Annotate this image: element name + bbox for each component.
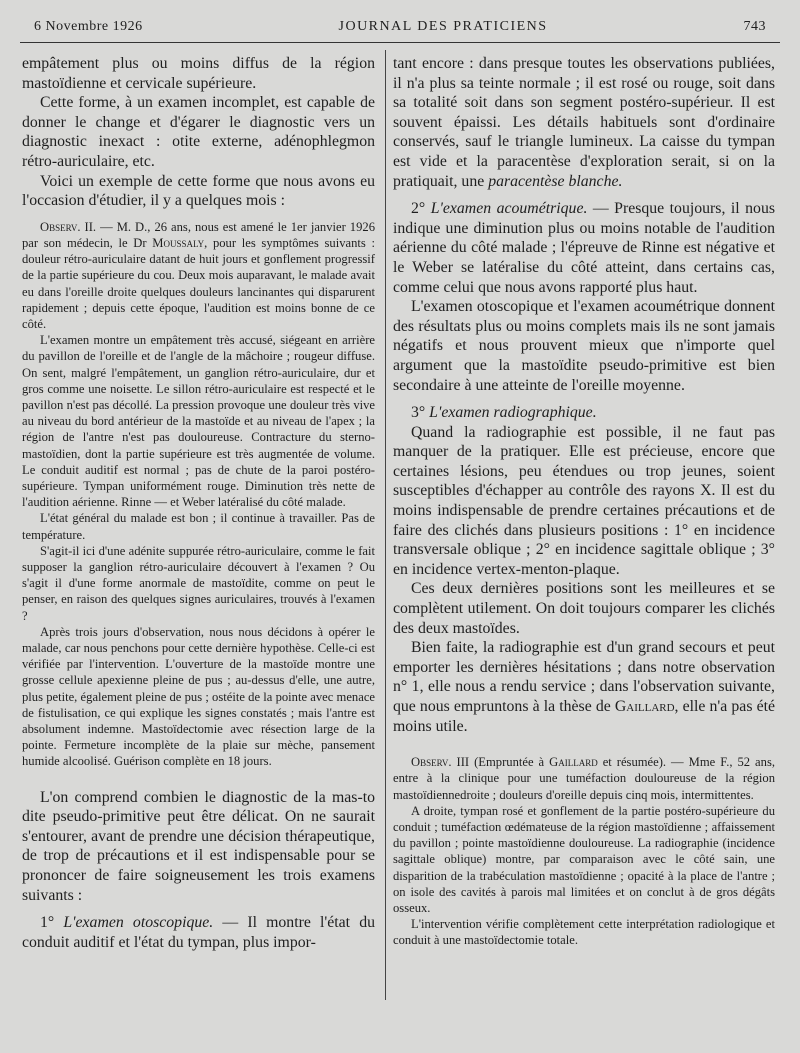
- observation-3: [393, 754, 775, 803]
- observation-text: — M. D., 26 ans, nous est amené le 1er janvier 1926 par son médecin, le Dr: [22, 219, 375, 250]
- header-date: 6 Novembre 1926: [34, 19, 143, 34]
- page-number: 743: [743, 19, 766, 34]
- paragraph: Voici un exemple de cette forme que nous avons eu l'occasion d'étudier, il y a quelques mois :: [22, 172, 375, 210]
- paragraph-text: tant encore : dans presque toutes les observations publiées, il n'a plus sa teinte normale ; il est rosé ou rouge, soit dans sa totalité soit dans son segment postéro-supérieur. Il est souvent épaissi. Les détails habituels sont d'ordinaire conservés, sauf le triangle lumineux. La caisse du tympan est vide et la paracentèse d'exploration serait, si on la pratiquait, une: [393, 55, 775, 190]
- section-number: 1°: [40, 914, 64, 932]
- spacer: [393, 736, 775, 754]
- paragraph-text: , elle n'a pas été moins utile.: [393, 698, 775, 735]
- author-name: Gaillard: [549, 755, 598, 770]
- section-number: 2°: [411, 200, 431, 218]
- paragraph: [393, 638, 775, 736]
- observation-2: [22, 219, 375, 332]
- observation-label: Observ. III: [411, 755, 470, 770]
- observation-paragraph: L'examen montre un empâtement très accusé, siégeant en arrière du pavillon de l'oreille et de l'angle de la mâchoire ; rougeur diffuse. On sent, malgré l'empâtement, un ganglion rétro-auriculaire, dur et gros comme une noisette. Le sillon rétro-auriculaire est respecté et le pavillon n'est pas décollé. La pression provoque une douleur très vive au niveau du bord antérieur de la mastoïde et au niveau de l'apex ; la région de l'antre n'est pas douloureuse. Contracture du sterno-mastoïdien, dont la partie supérieure est très augmentée de volume. Le conduit auditif est normal ; pas de chute de la paroi postéro-supérieure. Tympan uniformément rouge. Diminution très nette de l'audition aérienne. Rinne — et Weber latéralisé du côté malade.: [22, 333, 375, 510]
- observation-paragraph: S'agit-il ici d'une adénite suppurée rétro-auriculaire, comme le fait supposer la ganglion rétro-auriculaire découvert à l'examen ? Ou s'agit il d'une forme anormale de mastoïdite, comme on peut le penser, en raison des quelques signes auriculaires, trouvés à l'examen ?: [22, 543, 375, 623]
- spacer: [393, 191, 775, 199]
- doctor-name: Moussaly: [152, 235, 205, 250]
- observation-paragraph: Après trois jours d'observation, nous nous décidons à opérer le malade, car nous penchons pour cette dernière hypothèse. Celle-ci est vérifiée par l'intervention. L'ouverture de la mastoïde montre une grosse cellule apexienne pleine de pus ; au-dessus d'elle, une autre, plus petite, également pleine de pus ; ostéite de la pointe avec menace de fistulisation, ce qui explique les signes constatés ; mais l'antre est absolument indemne. Mastoïdectomie avec résection large de la pointe. Fermeture incomplète de la plaie sur mèche, pansement humide alcoolisé. Guérison complète en 18 jours.: [22, 624, 375, 769]
- column-divider: [385, 50, 386, 1000]
- observation-paragraph: L'état général du malade est bon ; il continue à travailler. Pas de température.: [22, 511, 375, 542]
- section-number: 3°: [411, 404, 430, 422]
- section-otoscopic: [22, 913, 375, 952]
- observation-label: Observ. II.: [40, 219, 97, 234]
- observation-text: (Empruntée à: [469, 755, 550, 770]
- header-rule: [20, 42, 780, 43]
- section-title: L'examen radiographique.: [429, 404, 597, 422]
- observation-paragraph: L'intervention vérifie complètement cette interprétation radiologique et conduit à une mastoïdectomie totale.: [393, 917, 775, 948]
- journal-title: JOURNAL DES PRATICIENS: [338, 19, 548, 34]
- section-title: L'examen otoscopique.: [63, 914, 214, 932]
- paragraph-text: Bien faite, la radiographie est d'un grand secours et peut emporter les dernières hésitations ; dans notre observation n° 1, elle nous a rendu service ; dans l'observation suivante, que nous empruntons à la thèse de: [393, 639, 775, 715]
- section-title: L'examen acoumétrique.: [430, 200, 588, 218]
- spacer: [393, 395, 775, 403]
- section-acoumetric: [393, 199, 775, 297]
- running-header: [34, 16, 766, 38]
- paragraph: Ces deux dernières positions sont les meilleures et se complètent utilement. On doit toujours comparer les clichés des deux mastoïdes.: [393, 580, 775, 637]
- section-text: — Presque toujours, il nous indique une diminution plus ou moins notable de l'audition aérienne du côté malade ; l'épreuve de Rinne est négative et le Weber se latéralise du côté atteint, dans certains cas, comme celui que nous avons rapporté plus haut.: [393, 200, 775, 296]
- spacer: [22, 905, 375, 913]
- paragraph: L'examen otoscopique et l'examen acoumétrique donnent des résultats plus ou moins complets mais ils ne sont jamais négatifs et nous prouvent mieux que n'importe quel argument que la mastoïdite pseudo-primitive est bien secondaire à une atteinte de l'oreille moyenne.: [393, 298, 775, 394]
- spacer: [22, 770, 375, 788]
- author-name: Gaillard: [614, 698, 675, 715]
- observation-text: , pour les symptômes suivants : douleur rétro-auriculaire datant de huit jours et gonflement progressif de la partie supérieure du cou. Deux mois auparavant, le malade avait eu dans l'oreille droite quelques douleurs lancinantes qui disparurent rapidement ; depuis cette époque, l'audition est moins bonne de ce côté.: [22, 235, 375, 331]
- right-column: [393, 54, 775, 949]
- paragraph: Cette forme, à un examen incomplet, est capable de donner le change et d'égarer le diagnostic vers un diagnostic inexact : otite externe, adénophlegmon rétro-auriculaire, etc.: [22, 94, 375, 170]
- paragraph: Quand la radiographie est possible, il ne faut pas manquer de la pratiquer. Elle est précieuse, encore que certaines lésions, peu étendues ou trop jeunes, soient susceptibles d'échapper au contrôle des rayons X. Il est du moins indispensable de prendre certaines précautions et de faire des clichés dans plusieurs positions : 1° en incidence transversale oblique ; 2° en incidence sagittale oblique ; 3° en incidence vertex-menton-plaque.: [393, 423, 775, 578]
- observation-text: et résumée). — Mme F., 52 ans, entre à la clinique pour une tuméfaction douloureuse de la région mastoïdiennedroite ; douleurs d'oreille depuis cinq mois, intermittentes.: [393, 755, 775, 802]
- paragraph: L'on comprend combien le diagnostic de la mas-to dite pseudo-primitive peut être délicat. On ne saurait s'entourer, avant de prendre une décision thérapeutique, de trop de précautions et il est indispensable pour se prononcer de faire soigneusement les trois examens suivants :: [22, 788, 375, 904]
- observation-paragraph: A droite, tympan rosé et gonflement de la partie postéro-supérieure du conduit ; tuméfaction œdémateuse de la région mastoïdienne ; affaissement du pavillon ; pointe mastoïdienne douloureuse. La radiographie (incidence sagittale oblique) montre, par comparaison avec le côté sain, une disparition de la trabéculation mastoïdienne ; opacité à la place de l'antre ; on isole des cavités à parois mal limitées et on conclut à de gros dégâts osseux.: [393, 803, 775, 916]
- spacer: [22, 211, 375, 219]
- section-radiographic: [393, 403, 775, 423]
- section-text: — Il montre l'état du conduit auditif et l'état du tympan, plus impor-: [22, 914, 375, 951]
- left-column: [22, 54, 375, 952]
- italic-term: paracentèse blanche.: [488, 172, 623, 190]
- paragraph: empâtement plus ou moins diffus de la région mastoïdienne et cervicale supérieure.: [22, 55, 375, 92]
- paragraph: [393, 54, 775, 191]
